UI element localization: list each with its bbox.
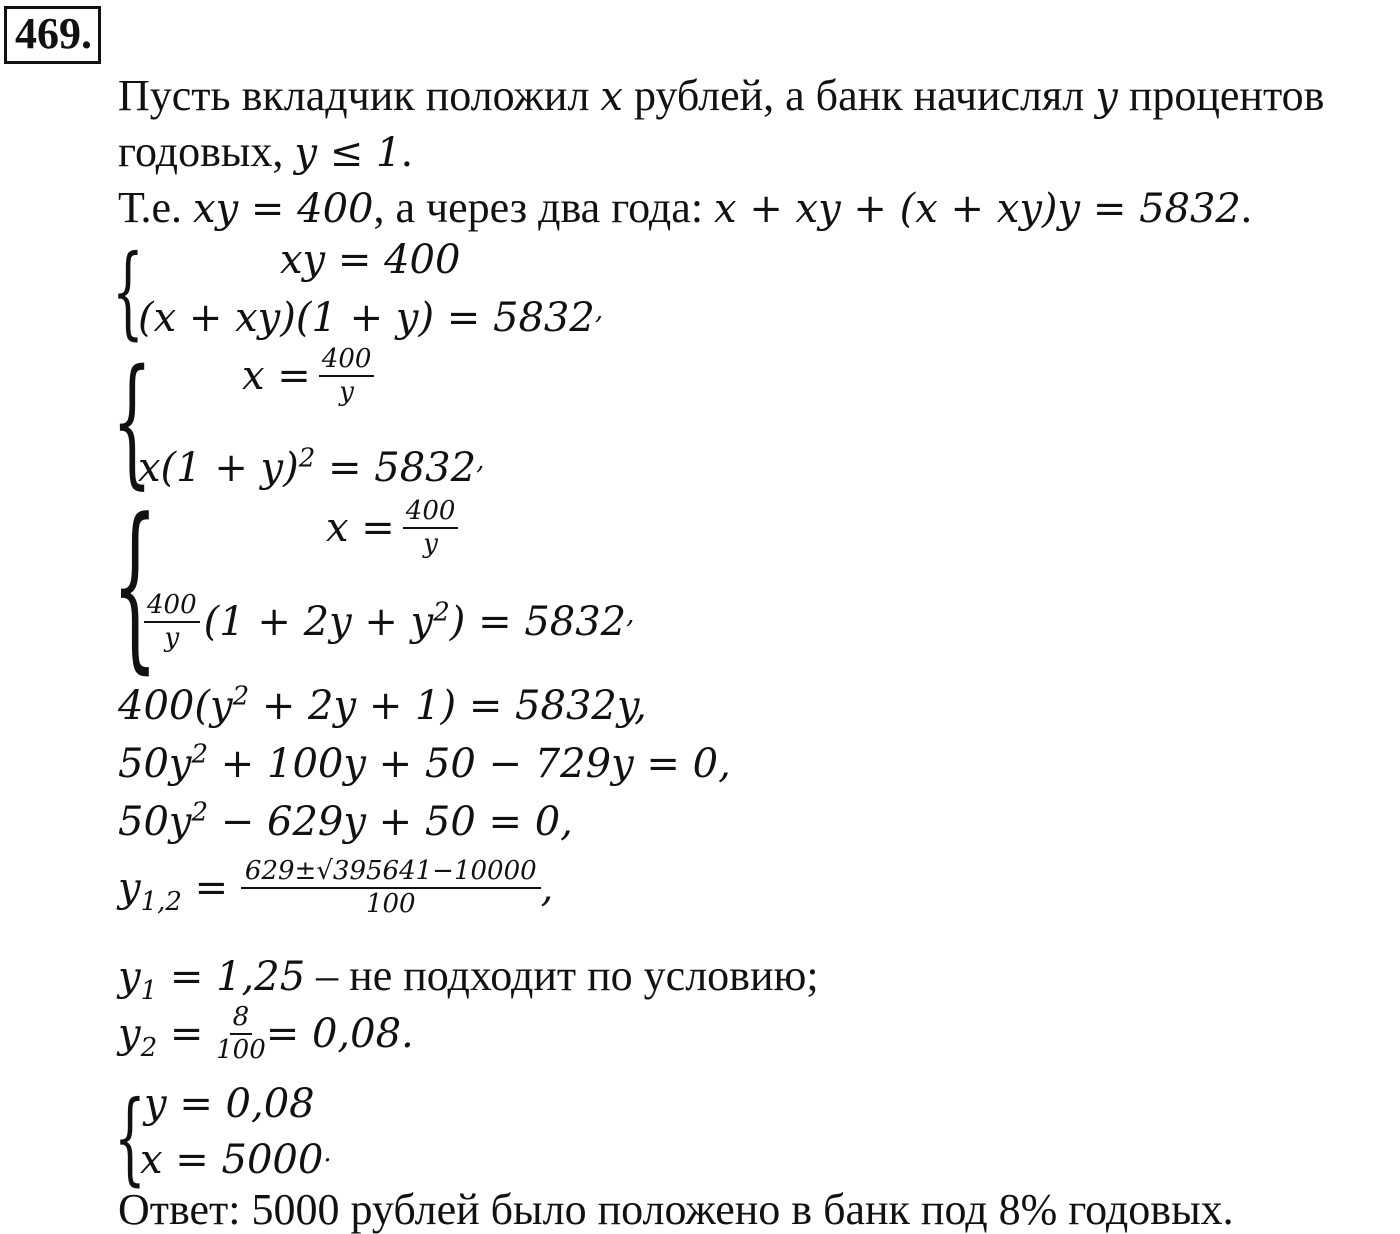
intro-text-d: годовых, (118, 127, 295, 176)
system4-row2 (140, 1137, 332, 1183)
y12-sub: 1,2 (140, 887, 182, 918)
intro-text-c: процентов (1117, 71, 1325, 120)
y2-frac-den: 100 (216, 1035, 266, 1066)
eq2-a: 50y (118, 741, 192, 787)
eq2-exp: 2 (191, 739, 209, 770)
system3-frac1-num: 400 (403, 498, 459, 529)
system3-row1 (326, 498, 458, 559)
answer-line: Ответ: 5000 рублей было положено в банк под 8% годовых. (118, 1185, 1234, 1234)
root-y1-line (118, 951, 819, 1006)
equation-line-2 (118, 739, 731, 787)
system3-row2 (144, 592, 634, 653)
roots-frac-num: 629±√395641−10000 (241, 858, 541, 889)
intro-line-1 (118, 71, 1325, 120)
system3-comma: , (626, 600, 635, 631)
roots-formula-line (118, 858, 553, 919)
system2-row1-lhs: x = (242, 353, 311, 400)
system2-fraction (319, 346, 375, 407)
system3-row2-exp: 2 (433, 597, 450, 628)
roots-fraction (241, 858, 541, 919)
eq2-b: + 100y + 50 − 729y = 0, (208, 741, 731, 787)
roots-frac-den: 100 (365, 889, 416, 920)
system1-comma: , (594, 296, 604, 326)
y12-base: y (118, 865, 141, 912)
system3-row2-b: ) = 5832 (449, 599, 627, 646)
system3-brace: { (112, 481, 158, 690)
y2-frac-num: 8 (230, 1004, 253, 1035)
eq1-b: + 2y + 1) = 5832y, (249, 683, 647, 729)
intro-line-2 (118, 127, 413, 176)
system4-brace: { (114, 1079, 146, 1196)
var-x: x (600, 74, 623, 120)
eq3-b: − 629y + 50 = 0, (208, 799, 573, 845)
y12-equals: = (181, 865, 241, 912)
system2-row2-exp: 2 (298, 443, 316, 474)
equation-line-1 (118, 681, 647, 729)
y2-rhs: = 0,08. (265, 1011, 414, 1058)
system4-dot: . (323, 1138, 332, 1168)
y1-comment: – не подходит по условию; (305, 951, 819, 1000)
system2-brace: { (112, 340, 153, 503)
system3-fraction-1 (403, 498, 459, 559)
y1-base: y (118, 954, 141, 1000)
system3-row2-a: (1 + 2y + y (203, 599, 434, 646)
system1-row2 (138, 295, 604, 341)
system3-row2-expr (203, 597, 635, 646)
system2-row2-base: x(1 + y) (138, 445, 299, 491)
condition-prefix: Т.е. (118, 183, 194, 232)
y1-rhs: = 1,25 (157, 954, 306, 1000)
system4-row1: y = 0,08 (144, 1081, 315, 1127)
ineq-y: y ≤ 1 (294, 130, 402, 176)
y2-label (118, 1011, 158, 1064)
system1-brace: { (112, 233, 144, 350)
problem-number: 469. (4, 6, 101, 64)
y2-base: y (118, 1011, 141, 1058)
y2-sub: 2 (140, 1033, 158, 1064)
system2-comma: , (476, 446, 485, 476)
system3-frac2-den: y (164, 623, 180, 654)
system4-row2-eq: x = 5000 (140, 1137, 324, 1183)
system2-frac-den: y (339, 377, 354, 408)
y2-fraction (216, 1004, 266, 1065)
intro-text-a: Пусть вкладчик положил (118, 71, 601, 120)
y12-label (118, 865, 182, 918)
y1-sub: 1 (140, 976, 158, 1006)
eq1-exp: 2 (232, 681, 250, 712)
equation-xy: xy = 400 (193, 186, 374, 232)
condition-mid: , а через два года: (373, 183, 715, 232)
system2-frac-num: 400 (319, 346, 375, 377)
system3-fraction-2 (144, 592, 200, 653)
system3-frac1-den: y (423, 529, 438, 560)
eq3-exp: 2 (191, 797, 209, 828)
condition-line (118, 183, 1252, 232)
y2-equals: = (157, 1011, 217, 1058)
system3-row1-lhs: x = (326, 505, 395, 552)
system3-frac2-num: 400 (144, 592, 200, 623)
equation-line-3 (118, 797, 573, 845)
eq1-a: 400(y (118, 683, 233, 729)
system1-row1: xy = 400 (280, 237, 461, 283)
equation-two-years: x + xy + (x + xy)y = 5832 (714, 186, 1241, 232)
system2-row2-rhs: = 5832 (315, 445, 477, 491)
y1-expr (118, 954, 306, 1006)
var-y: y (1095, 74, 1118, 120)
condition-end: . (1240, 183, 1252, 232)
roots-comma: , (540, 865, 554, 912)
system2-row2 (138, 443, 485, 491)
root-y2-line (118, 1004, 414, 1065)
intro-dot: . (401, 127, 413, 176)
eq3-a: 50y (118, 799, 192, 845)
intro-text-b: рублей, а банк начислял (622, 71, 1096, 120)
system2-row1 (242, 346, 374, 407)
system1-row2-eq: (x + xy)(1 + y) = 5832 (138, 295, 595, 341)
